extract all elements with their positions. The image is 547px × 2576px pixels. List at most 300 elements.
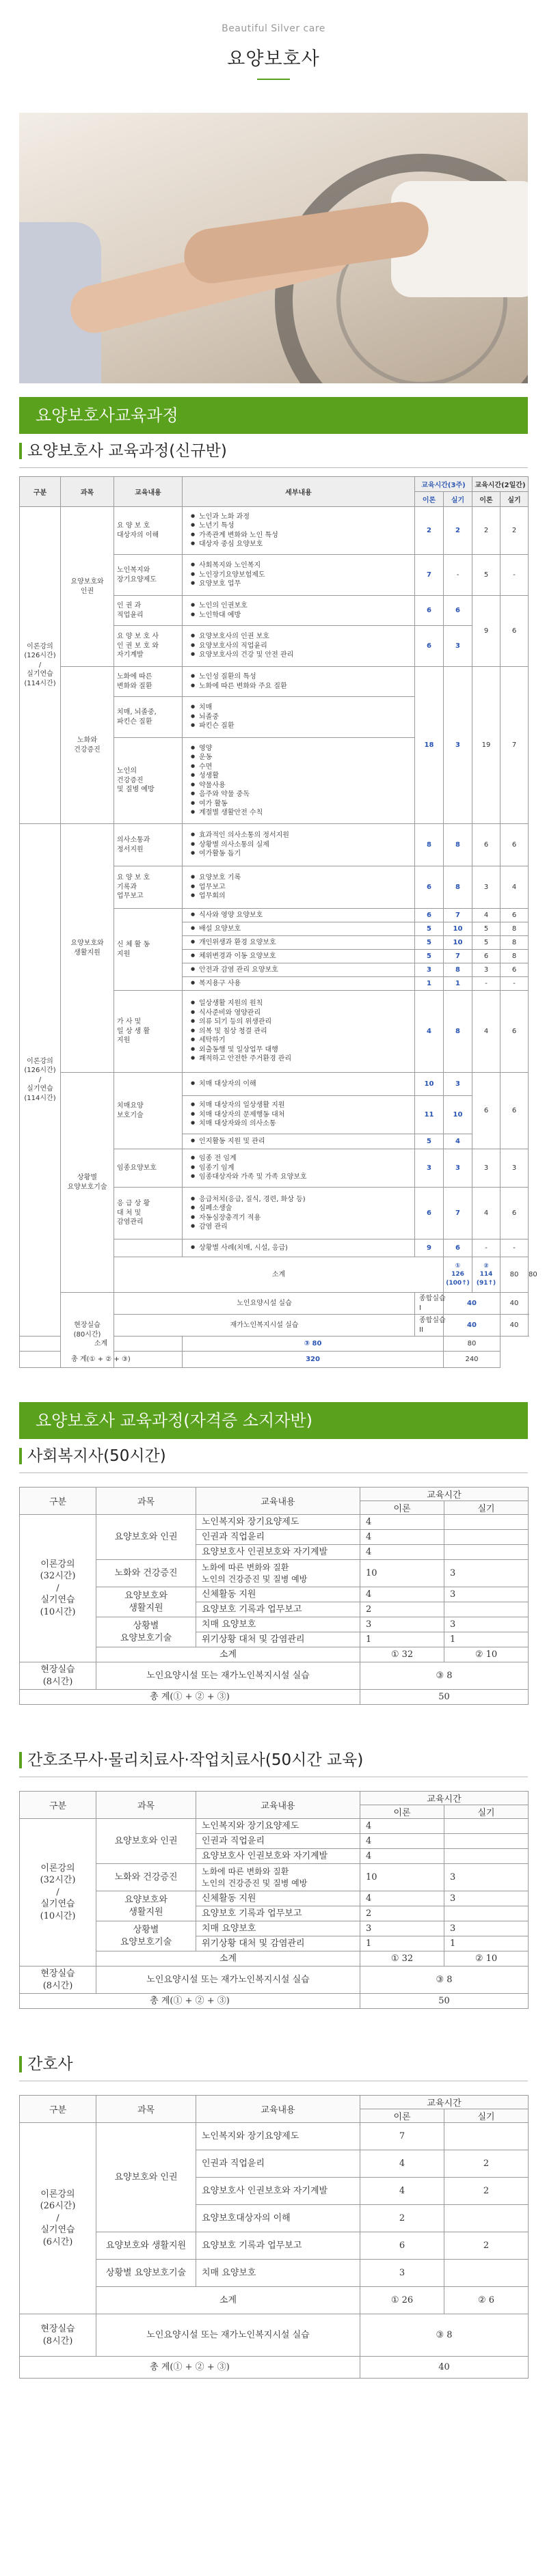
th-gubun: 구분 (20, 477, 61, 507)
content-cell: 치매 요양보호 (196, 1617, 360, 1632)
detail-item: ● 안전과 감염 관리 요양보호 (191, 965, 410, 975)
detail-item: ● 뇌졸중 (191, 713, 410, 722)
hours-cell: 4 (472, 1188, 501, 1239)
th-time-2d: 교육시간(2일간) (472, 477, 529, 492)
content-cell: 의사소통과 정서지원 (114, 824, 183, 866)
th-prac: 실기 (444, 2109, 529, 2123)
hours-cell: 3 (444, 1560, 529, 1587)
detail-item: ● 세탁하기 (191, 1036, 410, 1045)
hours-cell (444, 1819, 529, 1834)
hours-cell: 6 (415, 596, 444, 626)
practice-hours: 40 (444, 1293, 501, 1315)
content-cell: 신체활동 지원 (196, 1587, 360, 1602)
grand-total: 320 (183, 1352, 444, 1368)
subtotal-prac: ② 10 (444, 1647, 529, 1662)
detail-item: ● 가족관계 변화와 노인 특성 (191, 531, 410, 540)
practice-label: 노인요양시설 또는 재가노인복지시설 실습 (96, 2314, 360, 2357)
kwamok-life: 요양보호와 생활지원 (96, 1587, 196, 1617)
hours-cell: 4 (360, 2178, 444, 2205)
detail-cell (183, 738, 415, 824)
practice-hours: ③ 8 (360, 1662, 529, 1690)
div-theory-1: 이론강의 (126시간) / 실기연습 (114시간) (20, 507, 61, 824)
hours-cell (444, 1530, 529, 1545)
detail-item: ● 요양보호사의 건강 및 안전 관리 (191, 650, 410, 660)
hours-cell: 1 (360, 1632, 444, 1647)
page-title: 요양보호사 (227, 49, 320, 70)
detail-item: ● 여가활동 돕기 (191, 849, 410, 859)
hours-cell: 3 (360, 2260, 444, 2287)
detail-cell (183, 626, 415, 667)
content-cell: 치매 요양보호 (196, 1921, 360, 1936)
content-cell: 치매요양 보호기술 (114, 1073, 183, 1149)
th-theory: 이론 (415, 492, 444, 507)
hours-cell: 10 (444, 1096, 472, 1134)
subtotal-prac: ② 6 (444, 2287, 529, 2314)
hours-cell: 10 (444, 936, 472, 950)
grand-total-label: 총 계(① + ② + ③) (20, 1690, 360, 1705)
hours-cell: 6 (415, 626, 444, 667)
content-cell: 노화에 따른 변화와 질환 (114, 667, 183, 697)
th-content: 교육내용 (196, 2096, 360, 2123)
content-cell (114, 1239, 183, 1257)
detail-item: ● 파킨슨 질환 (191, 722, 410, 731)
hours-cell: 4 (501, 866, 529, 909)
section-heading-new-course: 요양보호사 교육과정(신규반) (19, 434, 528, 468)
content-cell: 임종요양보호 (114, 1149, 183, 1188)
hours-cell: 3 (472, 963, 501, 977)
hours-cell: 6 (415, 866, 444, 909)
detail-item: ● 노년기 특성 (191, 521, 410, 531)
detail-cell (183, 507, 415, 555)
hours-cell: 3 (444, 1891, 529, 1906)
practice-type: 종합실습 I (415, 1293, 444, 1315)
detail-item: ● 영양 (191, 744, 410, 754)
subtotal-theory: ① 32 (360, 1647, 444, 1662)
hours-cell: 3 (444, 1149, 472, 1188)
hours-cell: 8 (444, 991, 472, 1073)
hours-cell: 5 (472, 936, 501, 950)
kwamok-life: 요양보호와 생활지원 (96, 1891, 196, 1921)
detail-cell (183, 697, 415, 738)
hours-cell: 2 (444, 507, 472, 555)
hours-cell: 6 (501, 991, 529, 1073)
content-cell: 요양보호사 인권보호와 자기계발 (196, 2178, 360, 2205)
detail-item: ● 노인성 질환의 특성 (191, 672, 410, 682)
subtotal-theory: ① 126 (100↑) (444, 1257, 472, 1293)
hours-cell (444, 2260, 529, 2287)
hours-cell: - (501, 1239, 529, 1257)
th-kwamok: 과목 (96, 2096, 196, 2123)
content-cell: 노인의 건강증진 및 질병 예방 (114, 738, 183, 824)
hours-cell: 6 (501, 824, 529, 866)
detail-item: ● 계절별 생활안전 수칙 (191, 808, 410, 818)
hours-cell: 4 (360, 1849, 444, 1864)
th-time-3w: 교육시간(3주) (415, 477, 472, 492)
section-heading-social-worker: 사회복지사(50시간) (19, 1439, 528, 1473)
subtotal-label: 소계 (96, 2287, 360, 2314)
hours-cell: 1 (444, 977, 472, 991)
detail-item: ● 치매 대상자의 이해 (191, 1080, 410, 1089)
detail-item: ● 외출동행 및 일상업무 대행 (191, 1045, 410, 1055)
detail-item: ● 배설 요양보호 (191, 924, 410, 934)
practice-label: 노인요양시설 실습 (114, 1293, 415, 1315)
subtotal-prac: ② 114 (91↑) (472, 1257, 501, 1293)
hours-cell: - (501, 977, 529, 991)
detail-item: ● 노인학대 예방 (191, 611, 410, 620)
content-cell: 노인복지와 장기요양제도 (196, 1515, 360, 1530)
content-cell: 요양보호 기록과 업무보고 (196, 1906, 360, 1921)
content-cell: 인권과 직업윤리 (196, 1530, 360, 1545)
detail-item: ● 심폐소생술 (191, 1204, 410, 1214)
th-kwamok: 과목 (96, 1792, 196, 1819)
th-time: 교육시간 (360, 1792, 529, 1805)
subtotal-theory-2d: 80 (501, 1257, 529, 1293)
th-theory: 이론 (360, 1805, 444, 1819)
div-theory: 이론강의 (32시간) / 실기연습 (10시간) (20, 1515, 96, 1662)
hours-cell: 3 (444, 1921, 529, 1936)
detail-item: ● 운동 (191, 753, 410, 763)
subtotal-prac: ② 10 (444, 1951, 529, 1967)
section-heading-nurse-aide: 간호조무사·물리치료사·작업치료사(50시간 교육) (19, 1743, 528, 1777)
detail-item: ● 성생활 (191, 771, 410, 781)
detail-cell (183, 667, 415, 697)
detail-item: ● 치매 (191, 703, 410, 713)
content-cell: 치매 요양보호 (196, 2260, 360, 2287)
hours-cell: 9 (415, 1239, 444, 1257)
page-subtitle: Beautiful Silver care (222, 23, 325, 34)
hours-cell: 7 (444, 950, 472, 963)
hours-cell: 3 (472, 1149, 501, 1188)
detail-item: ● 노인장기요양보험제도 (191, 571, 410, 580)
practice-label: 노인요양시설 또는 재가노인복지시설 실습 (96, 1967, 360, 1994)
th-kwamok: 과목 (96, 1488, 196, 1515)
hours-cell: 2 (360, 1906, 444, 1921)
detail-item: ● 상황별 의사소통의 실제 (191, 840, 410, 850)
detail-item: ● 쾌적하고 안전한 주거환경 관리 (191, 1054, 410, 1064)
detail-cell (183, 1239, 415, 1257)
kwamok-situ: 상황별 요양보호기술 (96, 2260, 196, 2287)
hours-cell: 3 (472, 866, 501, 909)
hours-cell: 5 (415, 936, 444, 950)
th-theory: 이론 (360, 2109, 444, 2123)
div-field: 현장실습 (8시간) (20, 1662, 96, 1690)
hours-cell: 6 (444, 1239, 472, 1257)
nurse-table (19, 2095, 529, 2379)
hours-cell: 3 (444, 1617, 529, 1632)
content-cell: 노인복지와 장기요양제도 (196, 1819, 360, 1834)
hours-cell: 9 (472, 596, 501, 667)
detail-item: ● 요양보호사의 인권 보호 (191, 632, 410, 642)
hours-cell: 3 (444, 1864, 529, 1891)
content-cell: 요 양 보 호 대상자의 이해 (114, 507, 183, 555)
detail-cell (183, 1096, 415, 1134)
div-theory: 이론강의 (32시간) / 실기연습 (10시간) (20, 1819, 96, 1967)
detail-item: ● 임종기 임계 (191, 1164, 410, 1173)
hours-cell: 6 (501, 909, 529, 922)
content-cell: 요 양 보 호 기록과 업무보고 (114, 866, 183, 909)
th-prac: 실기 (444, 492, 472, 507)
hours-cell: 4 (472, 909, 501, 922)
hours-cell: 3 (444, 667, 472, 824)
practice-hours-2d: 40 (501, 1315, 529, 1337)
content-cell: 요양보호 기록과 업무보고 (196, 2232, 360, 2260)
practice-subtotal-label: 소계 (20, 1337, 183, 1352)
detail-item: ● 노화에 따른 변화와 주요 질환 (191, 682, 410, 691)
content-cell: 요양보호사 인권보호와 자기계발 (196, 1849, 360, 1864)
subtotal-label: 소계 (114, 1257, 444, 1293)
kwamok-rights: 요양보호와 인권 (96, 1515, 196, 1560)
detail-cell (183, 1073, 415, 1096)
kwamok-situ: 상황별 요양보호기술 (96, 1921, 196, 1951)
hours-cell: 2 (444, 2150, 529, 2178)
hours-cell: - (472, 1239, 501, 1257)
hours-cell: 7 (415, 555, 444, 596)
content-cell: 노인복지와 장기요양제도 (114, 555, 183, 596)
hours-cell: 3 (444, 626, 472, 667)
detail-item: ● 노인의 인권보호 (191, 601, 410, 611)
th-time: 교육시간 (360, 1488, 529, 1501)
detail-item: ● 요양보호 기록 (191, 873, 410, 883)
detail-cell (183, 950, 415, 963)
content-cell: 신체활동 지원 (196, 1891, 360, 1906)
detail-cell (183, 922, 415, 936)
hours-cell: 8 (444, 963, 472, 977)
content-cell: 치매, 뇌졸중, 파킨슨 질환 (114, 697, 183, 738)
hours-cell: 4 (415, 991, 444, 1073)
hours-cell: 8 (415, 824, 444, 866)
hours-cell: 5 (472, 922, 501, 936)
th-kwamok: 과목 (61, 477, 114, 507)
practice-label: 재가노인복지시설 실습 (114, 1315, 415, 1337)
section-heading-nurse: 간호사 (19, 2047, 528, 2081)
hours-cell: 3 (415, 963, 444, 977)
hours-cell: 6 (501, 963, 529, 977)
detail-item: ● 의류 되기 등의 위생관리 (191, 1017, 410, 1027)
hours-cell: 6 (415, 1188, 444, 1239)
detail-item: ● 복지용구 사용 (191, 979, 410, 989)
div-theory: 이론강의 (26시간) / 실기연습 (6시간) (20, 2123, 96, 2314)
page-header (0, 0, 547, 113)
hours-cell: 5 (415, 1134, 444, 1149)
title-underline (257, 79, 290, 80)
th-prac: 실기 (501, 492, 529, 507)
hours-cell (444, 2205, 529, 2232)
kwamok-rights: 요양보호와 인권 (96, 2123, 196, 2232)
detail-item: ● 사회복지와 노인복지 (191, 561, 410, 571)
kwamok-rights: 요양보호와 인권 (96, 1819, 196, 1864)
hours-cell: 18 (415, 667, 444, 824)
detail-item: ● 치매 대상자의 일상생활 지원 (191, 1101, 410, 1110)
hours-cell: 4 (444, 1134, 472, 1149)
hours-cell: 8 (444, 824, 472, 866)
detail-item: ● 수면 (191, 763, 410, 772)
nurse-aide-table (19, 1791, 529, 2009)
grand-total: 50 (360, 1690, 529, 1705)
kwamok-situ: 상황별 요양보호기술 (96, 1617, 196, 1647)
hours-cell: 10 (444, 922, 472, 936)
section-band-1: 요양보호사교육과정 (19, 397, 528, 434)
detail-item: ● 식사와 영양 요양보호 (191, 911, 410, 920)
th-detail: 세부내용 (183, 477, 415, 507)
th-time: 교육시간 (360, 2096, 529, 2109)
hours-cell: 4 (360, 1545, 444, 1560)
content-cell: 요 양 보 호 사 인 권 보 호 와 자기계발 (114, 626, 183, 667)
hours-cell: 2 (360, 2205, 444, 2232)
hours-cell: 2 (444, 2232, 529, 2260)
hours-cell: 6 (472, 950, 501, 963)
hours-cell: 3 (360, 1921, 444, 1936)
div-field: 현장실습 (8시간) (20, 1967, 96, 1994)
hours-cell: 3 (444, 1587, 529, 1602)
detail-item: ● 식사준비와 영양관리 (191, 1009, 410, 1018)
hours-cell: 8 (501, 950, 529, 963)
hours-cell (444, 1906, 529, 1921)
hours-cell: 10 (360, 1560, 444, 1587)
kwamok-life: 요양보호와 생활지원 (96, 2232, 196, 2260)
div-field: 현장실습 (80시간) (61, 1293, 114, 1368)
grand-total-label: 총 계(① + ② + ③) (20, 1994, 360, 2009)
practice-type: 종합실습 II (415, 1315, 444, 1337)
hours-cell: 2 (444, 2178, 529, 2205)
hours-cell: 4 (360, 1819, 444, 1834)
detail-cell (183, 909, 415, 922)
detail-item: ● 의복 및 침상 청결 관리 (191, 1027, 410, 1037)
content-cell: 요양보호대상자의 이해 (196, 2205, 360, 2232)
grand-total-label: 총 계(① + ② + ③) (20, 1352, 183, 1368)
content-cell: 가 사 및 일 상 생 활 지원 (114, 991, 183, 1073)
th-content: 교육내용 (114, 477, 183, 507)
content-cell: 위기상황 대처 및 감염관리 (196, 1936, 360, 1951)
detail-cell (183, 1149, 415, 1188)
hours-cell: 7 (501, 667, 529, 824)
practice-label: 노인요양시설 또는 재가노인복지시설 실습 (96, 1662, 360, 1690)
hours-cell: 10 (360, 1864, 444, 1891)
hours-cell: 5 (472, 555, 501, 596)
hours-cell: 6 (360, 2232, 444, 2260)
hours-cell: 4 (360, 1834, 444, 1849)
subtotal-label: 소계 (96, 1951, 360, 1967)
hours-cell: 6 (501, 596, 529, 667)
subtotal-theory: ① 32 (360, 1951, 444, 1967)
hours-cell: 8 (501, 922, 529, 936)
detail-cell (183, 1188, 415, 1239)
hours-cell: - (444, 555, 472, 596)
detail-item: ● 일상생활 지원의 원칙 (191, 999, 410, 1009)
hours-cell: 1 (415, 977, 444, 991)
hours-cell: 6 (415, 909, 444, 922)
hours-cell: 2 (472, 507, 501, 555)
detail-item: ● 인지활동 지원 및 관리 (191, 1137, 410, 1147)
hours-cell: 1 (444, 1936, 529, 1951)
hours-cell: 4 (360, 2150, 444, 2178)
hours-cell: 3 (360, 1617, 444, 1632)
content-cell: 노화에 따른 변화와 질환 노인의 건강증진 및 질병 예방 (196, 1864, 360, 1891)
content-cell: 요양보호사 인권보호와 자기계발 (196, 1545, 360, 1560)
detail-item: ● 개인위생과 환경 요양보호 (191, 938, 410, 948)
hours-cell: 2 (415, 507, 444, 555)
content-cell: 위기상황 대처 및 감염관리 (196, 1632, 360, 1647)
detail-item: ● 여가 활동 (191, 799, 410, 809)
kwamok-aging-health: 노화와 건강증진 (61, 667, 114, 824)
new-course-table: 구분 과목 교육내용 세부내용 교육시간(3주) 교육시간(2일간) 이론 실기 이론 실기 이론강의 (126시간) / 실기연습 (114시간) 요양보호와 인권 요 양 보 호 대상자의 이해 ● 노인과 노화 과정 ● 노년기 특성 ● 가족관계 변화와 노인 특성 ● 대상자 중심 요양보호 2 2 2 2 노인복지와 장기요양제도 ● 사회복지와 노인복지 ● 노인장기요양보험제도 ● 요양보호 업무 7 - 5 - 인 권 과 직업윤리 ● 노인의 인권보호 ● 노인학대 예방 6 6 9 6 요 양 보 호 사 인 권 보 호 와 자기계발 ● 요양보호사의 인권 보호 ● 요양보호사의 직업윤리 ● 요양보호사의 건강 및 안전 관리 6 3 노화와 건강증진 노화에 따른 변화와 질환 ● 노인성 질환의 특성 ● 노화에 따른 변화와 주요 질환 18 3 19 7 치매, 뇌졸중, 파킨슨 질환 ● 치매 ● 뇌졸중 ● 파킨슨 질환 노인의 건강증진 및 질병 예방 ● 영양 ● 운동 ● 수면 ● 성생활 ● 약물사용 ● 음주와 약물 중독 ● 여가 활동 ● 계절별 생활안전 수칙 이론강의 (126시간) / 실기연습 (114시간) 요양보호와 생활지원 의사소통과 정서지원 ● 효과적인 의사소통의 정서지원 ● 상황별 의사소통의 실제 ● 여가활동 돕기 8 8 6 6 요 양 보 호 기록과 업무보고 ● 요양보호 기록 ● 업무보고 ● 업무회의 6 8 3 4 신 체 활 동 지원 ● 식사와 영양 요양보호 6 7 4 6 ● 배설 요양보호 5 10 5 8 ● 개인위생과 환경 요양보호 5 10 5 8 ● 체위변경과 이동 요양보호 5 7 6 8 ● 안전과 감염 관리 요양보호 3 8 3 6 ● 복지용구 사용 1 1 - - 가 사 및 일 상 생 활 지원 ● 일상생활 지원의 원칙 ● 식사준비와 영양관리 ● 의류 되기 등의 위생관리 ● 의복 및 침상 청결 관리 ● 세탁하기 ● 외출동행 및 일상업무 대행 ● 쾌적하고 안전한 주거환경 관리 4 8 4 6 상황별 요양보호기술 치매요양 보호기술 ● 치매 대상자의 이해 10 3 6 6 ● 치매 대상자의 일상생활 지원 ● 치매 대상자의 문제행동 대처 ● 치매 대상자와의 의사소통 11 10 ● 인지활동 지원 및 관리 5 4 임종요양보호 ● 임종 전 임계 ● 임종기 임계 ● 임종대상자와 가족 및 가족 요양보호 3 3 3 3 응 급 상 황 대 처 및 감염관리 ● 응급처치(응급, 질식, 경련, 화상 등) ● 심폐소생술 ● 자동심장충격기 적용 ● 감염 관리 6 7 4 6 ● 상황별 사례(치매, 시설, 응급) 9 6 - - 소계 ① 126 (100↑) ② 114 (91↑) 80 80 현장실습 (80시간) 노인요양시설 실습 종합실습 I 40 40 재가노인복지시설 실습 종합실습 II 40 40 소계 ③ 80 80 총 계(① + ② + ③) 320 240 (19, 476, 529, 1368)
kwamok-life-support: 요양보호와 생활지원 (61, 824, 114, 1073)
detail-cell (183, 936, 415, 950)
hours-cell: 1 (444, 1632, 529, 1647)
content-cell: 인 권 과 직업윤리 (114, 596, 183, 626)
hours-cell: 6 (501, 1073, 529, 1149)
hours-cell (444, 1545, 529, 1560)
hours-cell: 19 (472, 667, 501, 824)
kwamok-aging: 노화와 건강증진 (96, 1560, 196, 1587)
detail-item: ● 감염 관리 (191, 1222, 410, 1232)
div-field: 현장실습 (8시간) (20, 2314, 96, 2357)
detail-item: ● 음주와 약물 중독 (191, 790, 410, 799)
th-gubun: 구분 (20, 1488, 96, 1515)
hours-cell (444, 1515, 529, 1530)
kwamok-situational: 상황별 요양보호기술 (61, 1073, 114, 1293)
detail-item: ● 자동심장충격기 적용 (191, 1214, 410, 1223)
hours-cell: - (501, 555, 529, 596)
detail-item: ● 업무회의 (191, 892, 410, 901)
hours-cell: 8 (501, 936, 529, 950)
detail-item: ● 노인과 노화 과정 (191, 512, 410, 522)
div-theory-2: 이론강의 (126시간) / 실기연습 (114시간) (20, 824, 61, 1337)
hours-cell: 7 (444, 909, 472, 922)
detail-item: ● 요양보호사의 직업윤리 (191, 642, 410, 651)
hours-cell: 3 (444, 1073, 472, 1096)
hero-photo (19, 113, 528, 383)
hours-cell: 7 (444, 1188, 472, 1239)
hours-cell: 5 (415, 922, 444, 936)
section-band-2: 요양보호사 교육과정(자격증 소지자반) (19, 1402, 528, 1439)
th-gubun: 구분 (20, 2096, 96, 2123)
content-cell: 인권과 직업윤리 (196, 1834, 360, 1849)
hours-cell (444, 1834, 529, 1849)
grand-total-label: 총 계(① + ② + ③) (20, 2357, 360, 2379)
detail-cell (183, 866, 415, 909)
detail-cell (183, 977, 415, 991)
practice-subtotal: ③ 80 (183, 1337, 444, 1352)
th-prac: 실기 (444, 1501, 529, 1515)
social-worker-table (19, 1487, 529, 1705)
hours-cell: 4 (360, 1530, 444, 1545)
hours-cell: 10 (415, 1073, 444, 1096)
content-cell: 인권과 직업윤리 (196, 2150, 360, 2178)
practice-subtotal-2d: 80 (444, 1337, 501, 1352)
kwamok-aging: 노화와 건강증진 (96, 1864, 196, 1891)
content-cell: 응 급 상 황 대 처 및 감염관리 (114, 1188, 183, 1239)
hours-cell: 2 (501, 507, 529, 555)
hours-cell: 11 (415, 1096, 444, 1134)
hours-cell: 4 (360, 1891, 444, 1906)
detail-item: ● 체위변경과 이동 요양보호 (191, 952, 410, 961)
detail-item: ● 임종 전 임계 (191, 1154, 410, 1164)
th-theory: 이론 (360, 1501, 444, 1515)
detail-cell (183, 596, 415, 626)
th-theory: 이론 (472, 492, 501, 507)
hours-cell: 3 (501, 1149, 529, 1188)
practice-hours: 40 (444, 1315, 501, 1337)
detail-cell (183, 1134, 415, 1149)
grand-total: 40 (360, 2357, 529, 2379)
content-cell: 요양보호 기록과 업무보고 (196, 1602, 360, 1617)
grand-total: 50 (360, 1994, 529, 2009)
th-gubun: 구분 (20, 1792, 96, 1819)
hours-cell (444, 1602, 529, 1617)
kwamok-care-rights: 요양보호와 인권 (61, 507, 114, 667)
detail-item: ● 치매 대상자와의 의사소통 (191, 1119, 410, 1129)
hours-cell: 4 (360, 1515, 444, 1530)
